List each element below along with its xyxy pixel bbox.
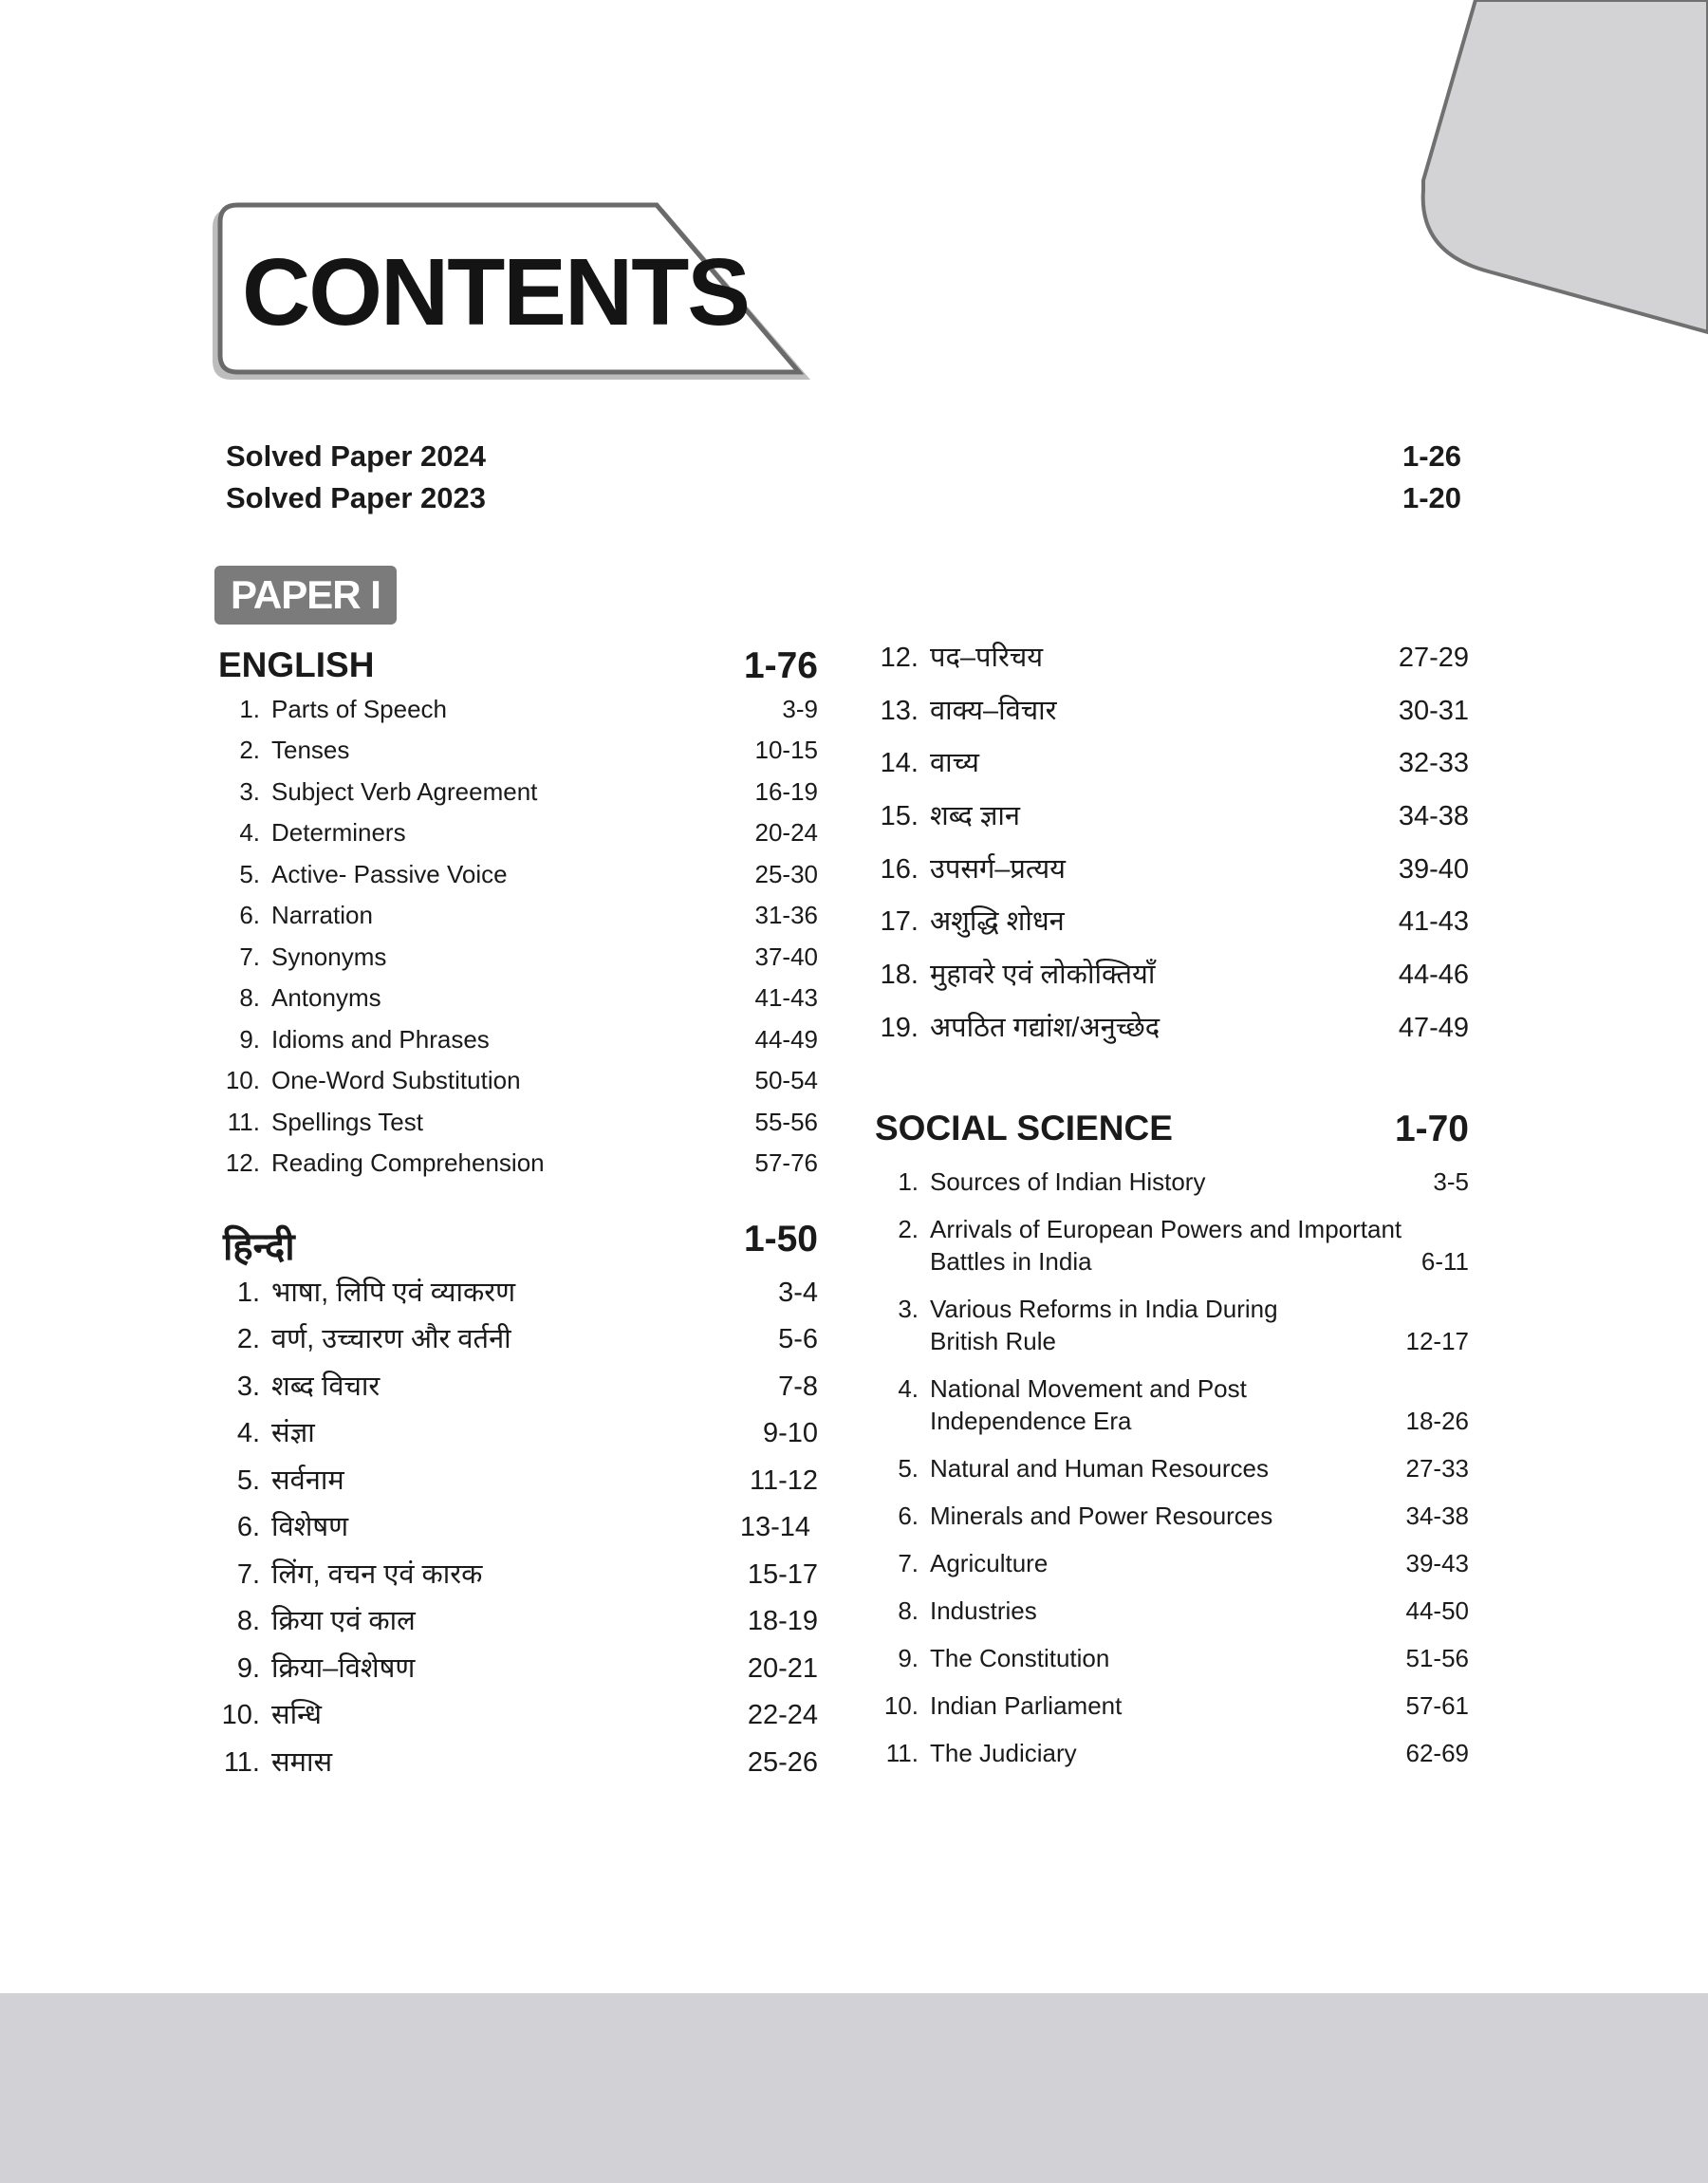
item-number: 12. (880, 643, 919, 673)
solved-paper-label: Solved Paper 2024 (226, 439, 486, 473)
item-number: 2. (236, 1324, 260, 1354)
item-pages: 44-46 (1398, 960, 1469, 990)
item-pages: 18-19 (747, 1606, 818, 1636)
item-title: अशुद्धि शोधन (930, 906, 1065, 937)
item-number: 11. (223, 1747, 260, 1778)
item-title: लिंग, वचन एवं कारक (271, 1559, 483, 1590)
item-number: 17. (880, 906, 919, 937)
item-title: Spellings Test (271, 1108, 423, 1136)
item-pages: 15-17 (747, 1559, 818, 1590)
item-title: Idioms and Phrases (271, 1025, 490, 1054)
item-number: 2. (239, 736, 260, 764)
item-title: समास (271, 1747, 333, 1778)
item-pages: 18-26 (1405, 1407, 1469, 1435)
item-title: Tenses (271, 736, 350, 764)
item-title: उपसर्ग–प्रत्यय (930, 854, 1066, 885)
item-number: 5. (236, 1465, 260, 1496)
item-pages: 3-4 (778, 1278, 818, 1308)
item-title: Natural and Human Resources (930, 1454, 1269, 1483)
item-number: 6. (236, 1512, 260, 1542)
item-title: One-Word Substitution (271, 1066, 521, 1094)
item-number: 3. (239, 777, 260, 806)
item-number: 4. (239, 818, 260, 847)
item-title: वाच्य (930, 748, 979, 778)
item-pages: 34-38 (1398, 801, 1469, 831)
item-number: 1. (898, 1167, 919, 1196)
item-number: 1. (239, 695, 260, 723)
item-pages: 25-26 (747, 1747, 818, 1778)
item-pages: 30-31 (1398, 696, 1469, 726)
item-pages: 25-30 (754, 860, 818, 888)
item-pages: 20-24 (754, 818, 818, 847)
section-heading-hindi (223, 1219, 818, 1268)
item-pages: 34-38 (1405, 1502, 1469, 1530)
item-title: विशेषण (271, 1512, 349, 1542)
item-title: सन्धि (271, 1700, 322, 1730)
item-title: Arrivals of European Powers and Important Battles in India (930, 1215, 1402, 1276)
item-number: 6. (898, 1502, 919, 1530)
item-title: क्रिया–विशेषण (271, 1653, 416, 1684)
item-pages: 37-40 (754, 942, 818, 971)
item-number: 2. (898, 1215, 919, 1243)
solved-paper-pages: 1-26 (1402, 439, 1461, 473)
section-range: 1-70 (1394, 1109, 1469, 1149)
item-number: 7. (898, 1549, 919, 1577)
item-number: 10. (883, 1691, 919, 1720)
item-pages: 44-50 (1405, 1596, 1469, 1625)
item-pages: 7-8 (778, 1371, 818, 1402)
item-title: संज्ञा (271, 1418, 315, 1448)
item-pages: 13-14 (739, 1512, 810, 1542)
item-pages: 16-19 (754, 777, 818, 806)
item-title: Minerals and Power Resources (930, 1502, 1273, 1530)
item-pages: 57-76 (754, 1148, 818, 1177)
item-title: मुहावरे एवं लोकोक्तियाँ (930, 960, 1156, 990)
item-pages: 41-43 (1398, 906, 1469, 937)
item-title: Agriculture (930, 1549, 1049, 1577)
paper-tag: PAPER I (214, 566, 397, 625)
item-number: 14. (880, 748, 919, 778)
item-pages: 44-49 (754, 1025, 818, 1054)
item-number: 3. (236, 1371, 260, 1402)
item-pages: 51-56 (1405, 1644, 1469, 1672)
item-title: Synonyms (271, 942, 387, 971)
item-number: 8. (239, 983, 260, 1012)
item-pages: 50-54 (754, 1066, 818, 1094)
item-number: 1. (236, 1278, 260, 1308)
item-title: Subject Verb Agreement (271, 777, 538, 806)
item-title: Narration (271, 901, 373, 929)
item-title: Active- Passive Voice (271, 860, 508, 888)
item-number: 7. (236, 1559, 260, 1590)
item-number: 9. (236, 1653, 260, 1684)
item-pages: 22-24 (747, 1700, 818, 1730)
item-title: भाषा, लिपि एवं व्याकरण (271, 1278, 516, 1308)
section-heading-english (218, 645, 818, 689)
item-number: 9. (898, 1644, 919, 1672)
item-number: 8. (898, 1596, 919, 1625)
item-pages: 55-56 (754, 1108, 818, 1136)
item-title: Industries (930, 1596, 1037, 1625)
item-title: शब्द ज्ञान (930, 801, 1021, 831)
item-pages: 32-33 (1398, 748, 1469, 778)
hindi-list-continued (877, 642, 1469, 1059)
section-range: 1-50 (743, 1219, 818, 1259)
item-pages: 11-12 (749, 1465, 818, 1496)
section-name: ENGLISH (218, 645, 375, 684)
item-number: 6. (239, 901, 260, 929)
social-science-list (877, 1166, 1469, 1773)
item-title: शब्द विचार (271, 1371, 381, 1402)
item-number: 5. (239, 860, 260, 888)
item-title: Various Reforms in India During British Rule (930, 1295, 1278, 1355)
item-title: Determiners (271, 818, 406, 847)
item-pages: 6-11 (1420, 1247, 1469, 1276)
item-pages: 3-9 (782, 695, 818, 723)
item-number: 15. (880, 801, 919, 831)
item-number: 16. (880, 854, 919, 885)
section-name: हिन्दी (223, 1226, 295, 1268)
item-number: 11. (885, 1739, 919, 1767)
item-number: 10. (225, 1066, 260, 1094)
item-title: National Movement and Post Independence Era (930, 1374, 1247, 1435)
item-pages: 9-10 (762, 1418, 818, 1448)
item-title: Parts of Speech (271, 695, 447, 723)
item-number: 3. (898, 1295, 919, 1323)
solved-paper-pages: 1-20 (1402, 481, 1461, 514)
item-pages: 27-33 (1405, 1454, 1469, 1483)
hindi-list (218, 1277, 818, 1789)
item-pages: 10-15 (754, 736, 818, 764)
item-number: 4. (236, 1418, 260, 1448)
item-number: 8. (236, 1606, 260, 1636)
item-number: 4. (898, 1374, 919, 1403)
item-title: Indian Parliament (930, 1691, 1123, 1720)
item-number: 5. (898, 1454, 919, 1483)
item-number: 13. (880, 696, 919, 726)
item-pages: 31-36 (754, 901, 818, 929)
item-number: 11. (227, 1108, 260, 1136)
item-pages: 39-40 (1398, 854, 1469, 885)
item-title: Reading Comprehension (271, 1148, 545, 1177)
item-title: पद–परिचय (930, 643, 1044, 673)
item-title: Antonyms (271, 983, 381, 1012)
item-number: 18. (880, 960, 919, 990)
item-number: 12. (225, 1148, 260, 1177)
item-pages: 47-49 (1398, 1013, 1469, 1043)
item-title: The Constitution (930, 1644, 1110, 1672)
item-pages: 57-61 (1405, 1691, 1469, 1720)
page-title: CONTENTS (242, 239, 749, 345)
footer-band (0, 1993, 1708, 2183)
english-list (218, 693, 818, 1186)
item-pages: 62-69 (1405, 1739, 1469, 1767)
item-number: 9. (239, 1025, 260, 1054)
item-title: सर्वनाम (271, 1465, 344, 1496)
section-range: 1-76 (743, 645, 818, 686)
item-title: The Judiciary (930, 1739, 1077, 1767)
item-number: 19. (880, 1013, 919, 1043)
item-title: अपठित गद्यांश/अनुच्छेद (930, 1013, 1160, 1043)
solved-paper-label: Solved Paper 2023 (226, 481, 486, 514)
section-name: SOCIAL SCIENCE (875, 1109, 1173, 1147)
item-pages: 12-17 (1405, 1327, 1469, 1355)
item-pages: 39-43 (1405, 1549, 1469, 1577)
section-heading-social-science (875, 1109, 1469, 1152)
item-title: वर्ण, उच्चारण और वर्तनी (271, 1324, 511, 1354)
item-pages: 41-43 (754, 983, 818, 1012)
item-pages: 20-21 (747, 1653, 818, 1684)
item-title: क्रिया एवं काल (271, 1606, 416, 1636)
item-pages: 27-29 (1398, 643, 1469, 673)
item-number: 7. (239, 942, 260, 971)
item-title: वाक्य–विचार (930, 696, 1057, 726)
item-pages: 3-5 (1433, 1167, 1469, 1196)
item-number: 10. (221, 1700, 260, 1730)
item-title: Sources of Indian History (930, 1167, 1206, 1196)
item-pages: 5-6 (778, 1324, 818, 1354)
